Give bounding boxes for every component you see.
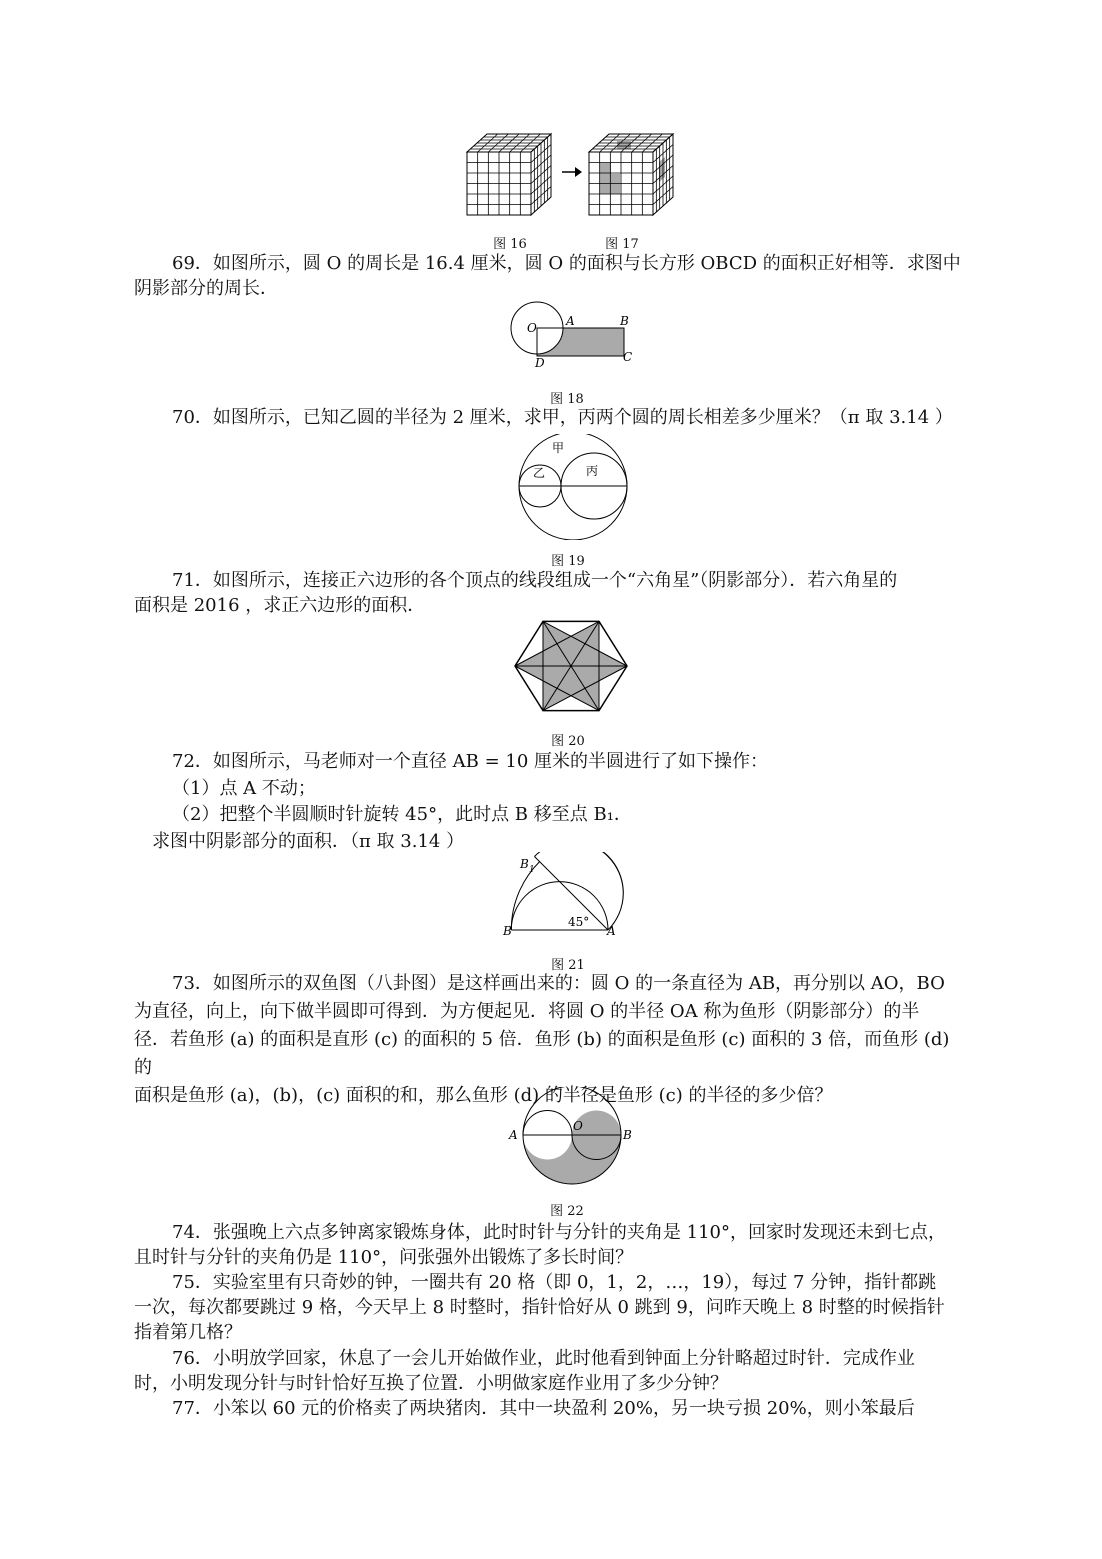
problem-73-line1: 73．如图所示的双鱼图（八卦图）是这样画出来的：圆 O 的一条直径为 AB，再分别以 AO，BO bbox=[172, 973, 945, 994]
problem-72 bbox=[134, 749, 970, 774]
figure-18-caption: 图 18 bbox=[550, 392, 584, 407]
problem-73-line2: 为直径，向上，向下做半圆即可得到．为方便起见．将圆 O 的半径 OA 称为鱼形（阴影部分）的半 bbox=[134, 1001, 920, 1022]
problem-70 bbox=[134, 405, 970, 430]
fig21-label-angle: 45° bbox=[568, 915, 590, 929]
fig18-label-d: D bbox=[535, 356, 545, 370]
figure-22-caption: 图 22 bbox=[550, 1204, 584, 1219]
problem-73-line3: 径．若鱼形 (a) 的面积是直形 (c) 的面积的 5 倍．鱼形 (b) 的面积是鱼形 (c) 面积的 3 倍，而鱼形 (d) 的 bbox=[134, 1029, 950, 1078]
figure-21-rotated-semicircle bbox=[500, 852, 625, 938]
problem-73-line4: 面积是鱼形 (a)，(b)，(c) 面积的和，那么鱼形 (d) 的半径是鱼形 (c) 的半径的多少倍？ bbox=[134, 1085, 833, 1106]
problem-76-line1: 76．小明放学回家，休息了一会儿开始做作业，此时他看到钟面上分针略超过时针．完成作业 bbox=[172, 1348, 915, 1369]
problem-74 bbox=[134, 1220, 970, 1270]
problem-75 bbox=[134, 1270, 970, 1345]
arrow-right-icon bbox=[561, 166, 583, 178]
problem-72-step2: （2）把整个半圆顺时针旋转 45°，此时点 B 移至点 B₁． bbox=[172, 804, 632, 825]
figure-16-caption: 图 16 bbox=[493, 237, 527, 252]
fig22-label-o: O bbox=[573, 1119, 583, 1133]
fig21-label-b: B bbox=[503, 924, 512, 938]
figure-19-caption: 图 19 bbox=[551, 554, 585, 569]
figure-20-caption: 图 20 bbox=[551, 734, 585, 749]
problem-77 bbox=[134, 1396, 970, 1421]
problem-75-line1: 75．实验室里有只奇妙的钟，一圈共有 20 格（即 0，1，2，…，19），每过 7 分钟，指针都跳 bbox=[172, 1272, 937, 1293]
figure-19-three-circles bbox=[514, 434, 632, 540]
figure-22-yin-yang bbox=[505, 1087, 640, 1187]
problem-69-line2: 阴影部分的周长． bbox=[134, 278, 278, 299]
problem-71-line1: 71．如图所示，连接正六边形的各个顶点的线段组成一个“六角星”（阴影部分）．若六角星的 bbox=[172, 570, 898, 591]
figure-20-hexagram bbox=[512, 614, 630, 718]
figure-21-caption: 图 21 bbox=[551, 958, 585, 973]
fig18-label-b: B bbox=[620, 314, 629, 328]
problem-69 bbox=[134, 251, 970, 301]
problem-72-line4: 求图中阴影部分的面积．（π 取 3.14 ） bbox=[152, 831, 465, 852]
fig18-label-c: C bbox=[623, 350, 633, 364]
problem-71-line2: 面积是 2016 ，求正六边形的面积． bbox=[134, 595, 426, 616]
fig21-label-b1: $B_1$ bbox=[520, 857, 535, 875]
problem-71 bbox=[134, 568, 970, 618]
fig19-label-yi: 乙 bbox=[533, 466, 546, 480]
figure-18-circle-rectangle bbox=[505, 298, 640, 370]
fig19-label-jia: 甲 bbox=[552, 441, 565, 455]
fig22-label-b: B bbox=[623, 1128, 632, 1142]
problem-72-step1: （1）点 A 不动； bbox=[172, 778, 316, 799]
problem-76-line2: 时，小明发现分针与时针恰好互换了位置．小明做家庭作业用了多少分钟？ bbox=[134, 1373, 728, 1394]
figure-17-cube bbox=[587, 132, 677, 217]
fig22-label-a: A bbox=[509, 1128, 518, 1142]
problem-69-line1: 69．如图所示，圆 O 的周长是 16.4 厘米，圆 O 的面积与长方形 OBCD 的面积正好相等．求图中 bbox=[172, 253, 961, 274]
fig21-label-a: A bbox=[607, 924, 616, 938]
problem-75-line2: 一次，每次都要跳过 9 格，今天早上 8 时整时，指针恰好从 0 跳到 9，问昨天晚上 8 时整的时候指针 bbox=[134, 1297, 945, 1318]
problem-74-line2: 且时针与分针的夹角仍是 110°，问张强外出锻炼了多长时间？ bbox=[134, 1247, 634, 1268]
figure-17-caption: 图 17 bbox=[605, 237, 639, 252]
fig18-label-a: A bbox=[566, 314, 575, 328]
problem-76 bbox=[134, 1346, 970, 1396]
fig19-label-bing: 丙 bbox=[586, 464, 599, 478]
problem-77-line1: 77．小笨以 60 元的价格卖了两块猪肉．其中一块盈利 20%，另一块亏损 20%，则小笨最后 bbox=[172, 1398, 915, 1419]
problem-72-line1: 72．如图所示，马老师对一个直径 AB = 10 厘米的半圆进行了如下操作： bbox=[172, 751, 769, 772]
problem-70-line1: 70．如图所示，已知乙圆的半径为 2 厘米，求甲，丙两个圆的周长相差多少厘米？（π 取 3.14 ） bbox=[172, 407, 953, 428]
figure-16-cube bbox=[465, 132, 555, 217]
problem-75-line3: 指着第几格？ bbox=[134, 1322, 242, 1343]
fig18-label-o: O bbox=[527, 321, 537, 335]
problem-74-line1: 74．张强晚上六点多钟离家锻炼身体，此时时针与分针的夹角是 110°，回家时发现还未到七点， bbox=[172, 1222, 946, 1243]
